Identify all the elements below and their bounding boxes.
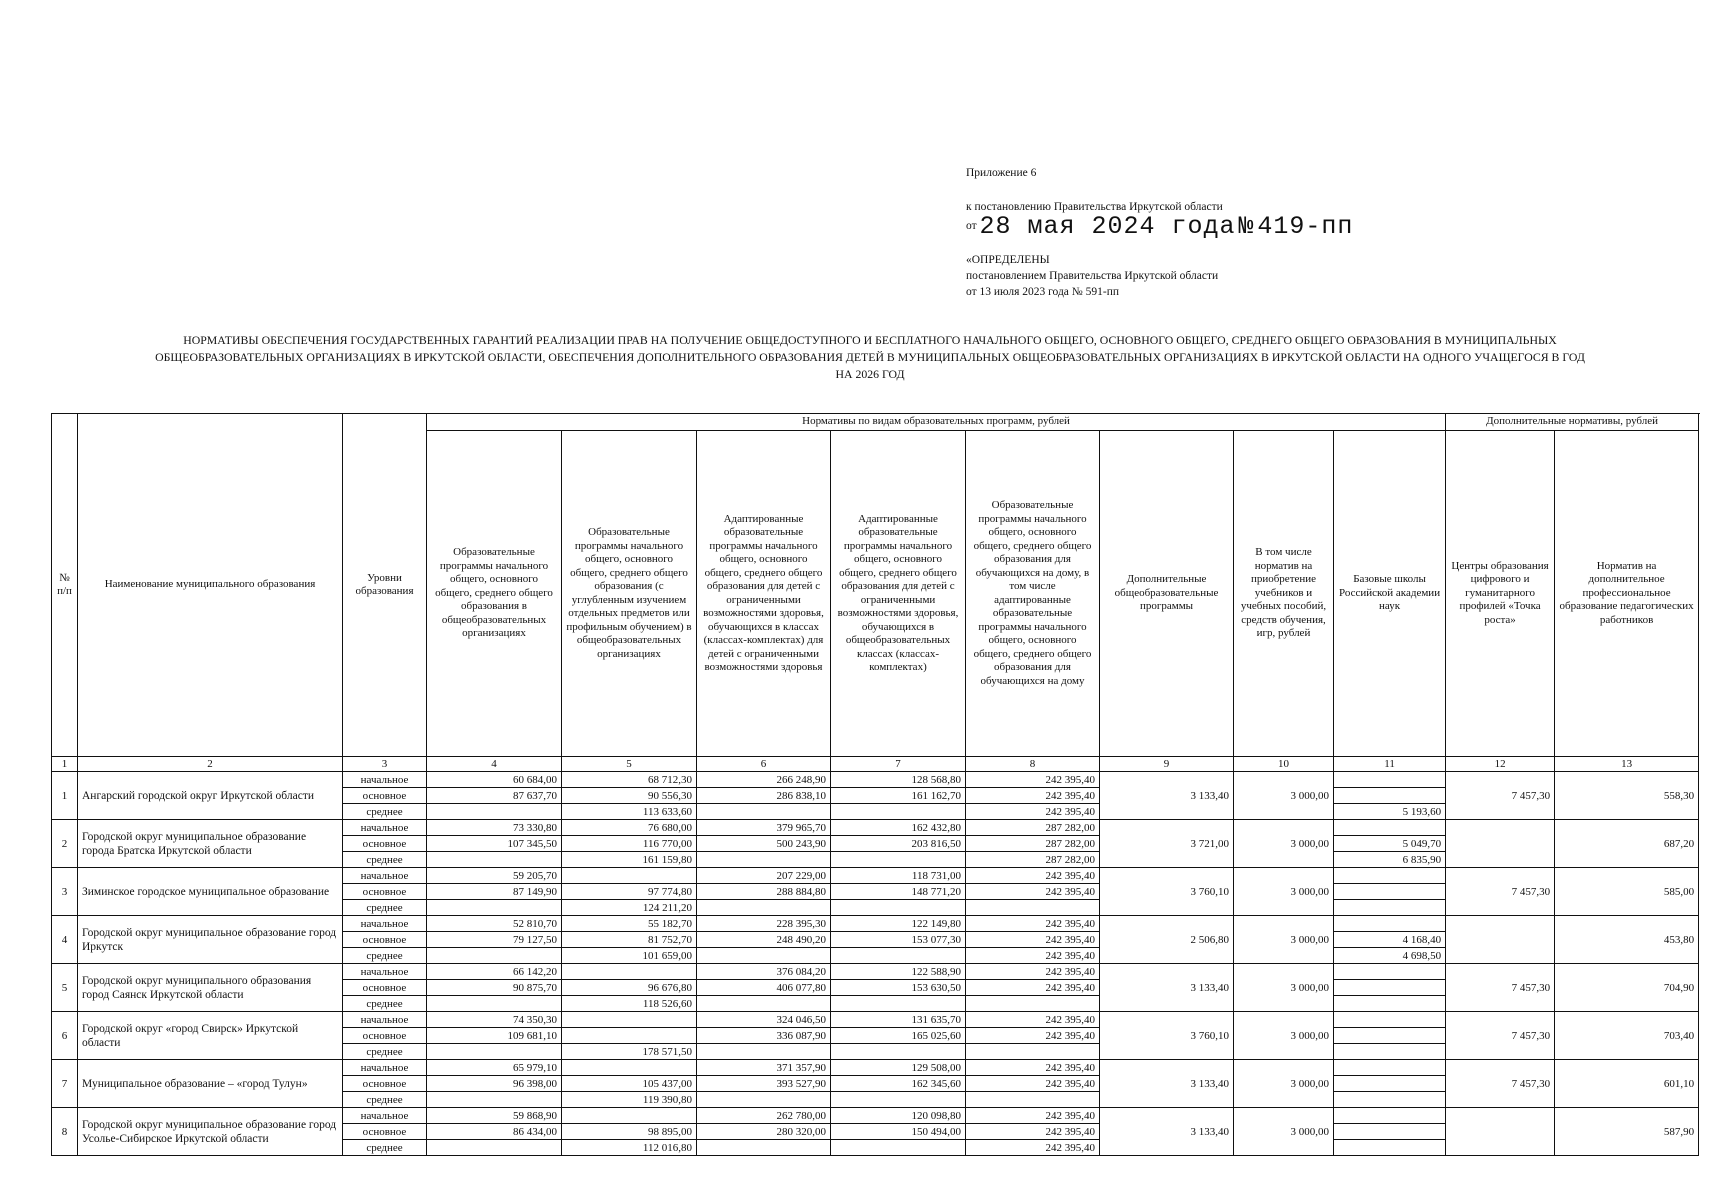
norm-value-c8: 242 395,40 xyxy=(966,916,1100,932)
row-number: 3 xyxy=(52,868,78,916)
education-level: начальное xyxy=(343,820,427,836)
resolution-date-line xyxy=(966,212,1354,241)
norm-value-c7: 153 077,30 xyxy=(831,932,966,948)
education-level: начальное xyxy=(343,1060,427,1076)
teacher-training-value: 558,30 xyxy=(1555,772,1699,820)
norm-value-c8: 242 395,40 xyxy=(966,964,1100,980)
title-line-1: НОРМАТИВЫ ОБЕСПЕЧЕНИЯ ГОСУДАРСТВЕННЫХ ГАРАНТИЙ РЕАЛИЗАЦИИ ПРАВ НА ПОЛУЧЕНИЕ ОБЩЕДОСТУПНОГО И БЕСПЛАТНОГО НАЧАЛЬНОГО ОБЩЕГО, ОСНОВНОГО ОБЩЕГО, СРЕДНЕГО ОБЩЕГО ОБРАЗОВАНИЯ В МУНИЦИПАЛЬНЫХ xyxy=(183,333,1557,347)
norm-value-c5: 98 895,00 xyxy=(562,1124,697,1140)
ras-base-school-value: 5 193,60 xyxy=(1334,804,1446,820)
resolution-reference: к постановлению Правительства Иркутской области xyxy=(966,201,1223,213)
col-header-12: Центры образования цифрового и гуманитарного профилей «Точка роста» xyxy=(1446,431,1555,757)
norm-value-c7 xyxy=(831,900,966,916)
table-row xyxy=(52,1108,1699,1124)
norm-value-c7: 120 098,80 xyxy=(831,1108,966,1124)
norm-value-c4: 73 330,80 xyxy=(427,820,562,836)
ras-base-school-value xyxy=(1334,1028,1446,1044)
teacher-training-value: 585,00 xyxy=(1555,868,1699,916)
ras-base-school-value xyxy=(1334,884,1446,900)
norm-value-c4 xyxy=(427,948,562,964)
column-number: 7 xyxy=(831,757,966,772)
norm-value-c6 xyxy=(697,1140,831,1156)
norm-value-c4 xyxy=(427,1092,562,1108)
norm-value-c5: 90 556,30 xyxy=(562,788,697,804)
norm-value-c5 xyxy=(562,868,697,884)
municipality-name: Городской округ «город Свирск» Иркутской области xyxy=(78,1012,343,1060)
education-level: основное xyxy=(343,788,427,804)
textbooks-value: 3 000,00 xyxy=(1234,820,1334,868)
norm-value-c4: 90 875,70 xyxy=(427,980,562,996)
norm-value-c7: 162 432,80 xyxy=(831,820,966,836)
norm-value-c5: 124 211,20 xyxy=(562,900,697,916)
ras-base-school-value xyxy=(1334,1012,1446,1028)
ras-base-school-value xyxy=(1334,900,1446,916)
norm-value-c7: 162 345,60 xyxy=(831,1076,966,1092)
column-number-row xyxy=(52,757,1699,772)
norm-value-c6 xyxy=(697,948,831,964)
norm-value-c4: 109 681,10 xyxy=(427,1028,562,1044)
norm-value-c4: 86 434,00 xyxy=(427,1124,562,1140)
norm-value-c5: 113 633,60 xyxy=(562,804,697,820)
norm-value-c7: 122 588,90 xyxy=(831,964,966,980)
norm-value-c7: 148 771,20 xyxy=(831,884,966,900)
norm-value-c8: 242 395,40 xyxy=(966,1012,1100,1028)
municipality-name: Городской округ муниципальное образование город Иркутск xyxy=(78,916,343,964)
norm-value-c7 xyxy=(831,1140,966,1156)
norm-value-c5: 97 774,80 xyxy=(562,884,697,900)
row-number: 6 xyxy=(52,1012,78,1060)
norm-value-c7: 129 508,00 xyxy=(831,1060,966,1076)
additional-programs-value: 3 133,40 xyxy=(1100,772,1234,820)
growth-point-value xyxy=(1446,820,1555,868)
norm-value-c8: 242 395,40 xyxy=(966,868,1100,884)
textbooks-value: 3 000,00 xyxy=(1234,772,1334,820)
education-level: основное xyxy=(343,1076,427,1092)
resolution-date: 28 мая 2024 года xyxy=(979,212,1236,241)
norm-value-c7: 161 162,70 xyxy=(831,788,966,804)
additional-programs-value: 3 133,40 xyxy=(1100,1060,1234,1108)
norm-value-c4: 96 398,00 xyxy=(427,1076,562,1092)
education-level: среднее xyxy=(343,852,427,868)
growth-point-value: 7 457,30 xyxy=(1446,964,1555,1012)
norm-value-c8: 242 395,40 xyxy=(966,1076,1100,1092)
textbooks-value: 3 000,00 xyxy=(1234,964,1334,1012)
education-level: основное xyxy=(343,884,427,900)
table-row xyxy=(52,1060,1699,1076)
education-level: начальное xyxy=(343,868,427,884)
row-number: 7 xyxy=(52,1060,78,1108)
growth-point-value: 7 457,30 xyxy=(1446,1012,1555,1060)
ras-base-school-value xyxy=(1334,1060,1446,1076)
norm-value-c5 xyxy=(562,1012,697,1028)
norm-value-c7: 165 025,60 xyxy=(831,1028,966,1044)
growth-point-value: 7 457,30 xyxy=(1446,1060,1555,1108)
norm-value-c8: 242 395,40 xyxy=(966,932,1100,948)
norm-value-c4 xyxy=(427,852,562,868)
norm-value-c4 xyxy=(427,1140,562,1156)
norm-value-c5: 81 752,70 xyxy=(562,932,697,948)
norm-value-c6: 266 248,90 xyxy=(697,772,831,788)
norm-value-c6: 288 884,80 xyxy=(697,884,831,900)
norm-value-c4: 79 127,50 xyxy=(427,932,562,948)
ras-base-school-value xyxy=(1334,772,1446,788)
norm-value-c6 xyxy=(697,1044,831,1060)
document-title xyxy=(60,332,1680,383)
col-header-4: Образовательные программы начального общего, основного общего, среднего общего образования в общеобразовательных организациях xyxy=(427,431,562,757)
municipality-name: Городской округ муниципального образования город Саянск Иркутской области xyxy=(78,964,343,1012)
education-level: среднее xyxy=(343,948,427,964)
column-number: 10 xyxy=(1234,757,1334,772)
determined-by: постановлением Правительства Иркутской области xyxy=(966,270,1219,282)
col-header-13: Норматив на дополнительное профессиональное образование педагогических работников xyxy=(1555,431,1699,757)
col-header-9: Дополнительные общеобразовательные программы xyxy=(1100,431,1234,757)
norm-value-c6: 280 320,00 xyxy=(697,1124,831,1140)
norm-value-c4: 107 345,50 xyxy=(427,836,562,852)
ras-base-school-value xyxy=(1334,1124,1446,1140)
ras-base-school-value xyxy=(1334,964,1446,980)
municipality-name: Ангарский городской округ Иркутской области xyxy=(78,772,343,820)
norm-value-c6: 379 965,70 xyxy=(697,820,831,836)
norm-value-c7: 128 568,80 xyxy=(831,772,966,788)
ras-base-school-value xyxy=(1334,1044,1446,1060)
norm-value-c8 xyxy=(966,1044,1100,1060)
norm-value-c5: 161 159,80 xyxy=(562,852,697,868)
norm-value-c6: 336 087,90 xyxy=(697,1028,831,1044)
norm-value-c7: 153 630,50 xyxy=(831,980,966,996)
norm-value-c8: 242 395,40 xyxy=(966,980,1100,996)
ras-base-school-value xyxy=(1334,1092,1446,1108)
norm-value-c6: 228 395,30 xyxy=(697,916,831,932)
education-level: основное xyxy=(343,836,427,852)
education-level: основное xyxy=(343,1124,427,1140)
col-header-no: № п/п xyxy=(52,414,78,757)
norm-value-c4: 59 868,90 xyxy=(427,1108,562,1124)
additional-programs-value: 3 133,40 xyxy=(1100,1108,1234,1156)
norm-value-c5: 116 770,00 xyxy=(562,836,697,852)
ras-base-school-value: 4 168,40 xyxy=(1334,932,1446,948)
table-row xyxy=(52,964,1699,980)
norm-value-c5 xyxy=(562,1060,697,1076)
teacher-training-value: 453,80 xyxy=(1555,916,1699,964)
norm-value-c8: 242 395,40 xyxy=(966,788,1100,804)
column-number: 9 xyxy=(1100,757,1234,772)
norm-value-c4 xyxy=(427,900,562,916)
group-header-additional: Дополнительные нормативы, рублей xyxy=(1446,414,1699,431)
norm-value-c8: 242 395,40 xyxy=(966,884,1100,900)
norm-value-c5: 96 676,80 xyxy=(562,980,697,996)
row-number: 4 xyxy=(52,916,78,964)
title-line-3: НА 2026 ГОД xyxy=(835,367,905,381)
additional-programs-value: 3 760,10 xyxy=(1100,868,1234,916)
table-body xyxy=(52,772,1699,1156)
norm-value-c4: 59 205,70 xyxy=(427,868,562,884)
table-row xyxy=(52,1012,1699,1028)
norm-value-c7 xyxy=(831,996,966,1012)
norm-value-c4: 52 810,70 xyxy=(427,916,562,932)
growth-point-value xyxy=(1446,916,1555,964)
norm-value-c5: 178 571,50 xyxy=(562,1044,697,1060)
column-number: 3 xyxy=(343,757,427,772)
column-number: 11 xyxy=(1334,757,1446,772)
table-row xyxy=(52,820,1699,836)
norm-value-c8 xyxy=(966,900,1100,916)
norm-value-c7: 203 816,50 xyxy=(831,836,966,852)
norm-value-c4 xyxy=(427,1044,562,1060)
education-level: среднее xyxy=(343,900,427,916)
norm-value-c5 xyxy=(562,1028,697,1044)
education-level: среднее xyxy=(343,804,427,820)
col-header-8: Образовательные программы начального общего, основного общего, среднего общего образования для обучающихся на дому, в том числе адаптированные образовательные программы начального общего, основного общего, среднего общего образования для обучающихся на дому xyxy=(966,431,1100,757)
norm-value-c4: 87 637,70 xyxy=(427,788,562,804)
textbooks-value: 3 000,00 xyxy=(1234,1060,1334,1108)
row-number: 2 xyxy=(52,820,78,868)
appendix-preamble xyxy=(966,165,1353,300)
column-number: 1 xyxy=(52,757,78,772)
norm-value-c4: 65 979,10 xyxy=(427,1060,562,1076)
norm-value-c7 xyxy=(831,1044,966,1060)
norm-value-c4: 74 350,30 xyxy=(427,1012,562,1028)
norm-value-c8: 242 395,40 xyxy=(966,1124,1100,1140)
growth-point-value: 7 457,30 xyxy=(1446,868,1555,916)
ras-base-school-value xyxy=(1334,1108,1446,1124)
column-number: 4 xyxy=(427,757,562,772)
education-level: основное xyxy=(343,980,427,996)
norm-value-c5: 55 182,70 xyxy=(562,916,697,932)
norm-value-c6 xyxy=(697,852,831,868)
norm-value-c6: 406 077,80 xyxy=(697,980,831,996)
education-level: среднее xyxy=(343,1092,427,1108)
teacher-training-value: 704,90 xyxy=(1555,964,1699,1012)
row-number: 8 xyxy=(52,1108,78,1156)
norm-value-c8: 242 395,40 xyxy=(966,772,1100,788)
norm-value-c8 xyxy=(966,1092,1100,1108)
norm-value-c7 xyxy=(831,1092,966,1108)
norm-value-c7 xyxy=(831,804,966,820)
growth-point-value: 7 457,30 xyxy=(1446,772,1555,820)
row-number: 5 xyxy=(52,964,78,1012)
textbooks-value: 3 000,00 xyxy=(1234,1108,1334,1156)
column-number: 5 xyxy=(562,757,697,772)
norm-value-c4: 60 684,00 xyxy=(427,772,562,788)
col-header-name: Наименование муниципального образования xyxy=(78,414,343,757)
norm-value-c8: 287 282,00 xyxy=(966,820,1100,836)
education-level: среднее xyxy=(343,996,427,1012)
norm-value-c5: 76 680,00 xyxy=(562,820,697,836)
col-header-7: Адаптированные образовательные программы начального общего, основного общего, среднего общего образования для детей с ограниченными возможностями здоровья, обучающихся в общеобразовательных классах (классах-комплектах) xyxy=(831,431,966,757)
norm-value-c7: 118 731,00 xyxy=(831,868,966,884)
col-header-10: В том числе норматив на приобретение учебников и учебных пособий, средств обучения, игр, рублей xyxy=(1234,431,1334,757)
resolution-number: 419-пп xyxy=(1257,212,1354,241)
norm-value-c6 xyxy=(697,1092,831,1108)
teacher-training-value: 587,90 xyxy=(1555,1108,1699,1156)
column-number: 8 xyxy=(966,757,1100,772)
norm-value-c8 xyxy=(966,996,1100,1012)
municipality-name: Зиминское городское муниципальное образование xyxy=(78,868,343,916)
ras-base-school-value xyxy=(1334,996,1446,1012)
norm-value-c6: 207 229,00 xyxy=(697,868,831,884)
norm-value-c5: 105 437,00 xyxy=(562,1076,697,1092)
ras-base-school-value xyxy=(1334,820,1446,836)
education-level: среднее xyxy=(343,1044,427,1060)
column-number: 6 xyxy=(697,757,831,772)
additional-programs-value: 3 760,10 xyxy=(1100,1012,1234,1060)
norm-value-c8: 287 282,00 xyxy=(966,852,1100,868)
growth-point-value xyxy=(1446,1108,1555,1156)
norm-value-c8: 242 395,40 xyxy=(966,1060,1100,1076)
norm-value-c6: 376 084,20 xyxy=(697,964,831,980)
column-number: 2 xyxy=(78,757,343,772)
norm-value-c4 xyxy=(427,996,562,1012)
additional-programs-value: 2 506,80 xyxy=(1100,916,1234,964)
determined-label: «ОПРЕДЕЛЕНЫ xyxy=(966,254,1050,266)
norm-value-c6: 262 780,00 xyxy=(697,1108,831,1124)
education-level: начальное xyxy=(343,916,427,932)
col-header-level: Уровни образования xyxy=(343,414,427,757)
education-level: начальное xyxy=(343,1108,427,1124)
norm-value-c8: 242 395,40 xyxy=(966,1140,1100,1156)
municipality-name: Городской округ муниципальное образование города Братска Иркутской области xyxy=(78,820,343,868)
norm-value-c8: 242 395,40 xyxy=(966,1028,1100,1044)
title-line-2: ОБЩЕОБРАЗОВАТЕЛЬНЫХ ОРГАНИЗАЦИЯХ В ИРКУТСКОЙ ОБЛАСТИ, ОБЕСПЕЧЕНИЯ ДОПОЛНИТЕЛЬНОГО ОБРАЗОВАНИЯ ДЕТЕЙ В МУНИЦИПАЛЬНЫХ ОБЩЕОБРАЗОВАТЕЛЬНЫХ ОРГАНИЗАЦИЯХ В ИРКУТСКОЙ ОБЛАСТИ НА ОДНОГО УЧАЩЕГОСЯ В ГОД xyxy=(155,350,1585,364)
norm-value-c4: 66 142,20 xyxy=(427,964,562,980)
ras-base-school-value xyxy=(1334,916,1446,932)
group-header-programs: Нормативы по видам образовательных программ, рублей xyxy=(427,414,1446,431)
norm-value-c5: 101 659,00 xyxy=(562,948,697,964)
ras-base-school-value: 6 835,90 xyxy=(1334,852,1446,868)
additional-programs-value: 3 133,40 xyxy=(1100,964,1234,1012)
ras-base-school-value xyxy=(1334,1076,1446,1092)
norm-value-c5: 112 016,80 xyxy=(562,1140,697,1156)
table-row xyxy=(52,868,1699,884)
norm-value-c4 xyxy=(427,804,562,820)
norm-value-c8: 242 395,40 xyxy=(966,948,1100,964)
norm-value-c5: 118 526,60 xyxy=(562,996,697,1012)
ras-base-school-value: 5 049,70 xyxy=(1334,836,1446,852)
ras-base-school-value xyxy=(1334,1140,1446,1156)
norm-value-c5 xyxy=(562,964,697,980)
education-level: начальное xyxy=(343,1012,427,1028)
norm-value-c6: 393 527,90 xyxy=(697,1076,831,1092)
norm-value-c6: 500 243,90 xyxy=(697,836,831,852)
norm-value-c7 xyxy=(831,852,966,868)
education-level: основное xyxy=(343,1028,427,1044)
norms-table xyxy=(51,413,1699,1156)
norm-value-c6 xyxy=(697,996,831,1012)
determined-date: от 13 июля 2023 года № 591-пп xyxy=(966,286,1120,298)
ras-base-school-value xyxy=(1334,868,1446,884)
norm-value-c5: 119 390,80 xyxy=(562,1092,697,1108)
education-level: основное xyxy=(343,932,427,948)
teacher-training-value: 703,40 xyxy=(1555,1012,1699,1060)
norm-value-c8: 242 395,40 xyxy=(966,1108,1100,1124)
norm-value-c5: 68 712,30 xyxy=(562,772,697,788)
norm-value-c6: 248 490,20 xyxy=(697,932,831,948)
textbooks-value: 3 000,00 xyxy=(1234,868,1334,916)
norm-value-c8: 242 395,40 xyxy=(966,804,1100,820)
education-level: начальное xyxy=(343,964,427,980)
teacher-training-value: 601,10 xyxy=(1555,1060,1699,1108)
column-number: 13 xyxy=(1555,757,1699,772)
education-level: начальное xyxy=(343,772,427,788)
norm-value-c8: 287 282,00 xyxy=(966,836,1100,852)
norm-value-c7: 150 494,00 xyxy=(831,1124,966,1140)
ras-base-school-value: 4 698,50 xyxy=(1334,948,1446,964)
textbooks-value: 3 000,00 xyxy=(1234,1012,1334,1060)
number-sign: № xyxy=(1238,212,1255,241)
norm-value-c4: 87 149,90 xyxy=(427,884,562,900)
ras-base-school-value xyxy=(1334,788,1446,804)
textbooks-value: 3 000,00 xyxy=(1234,916,1334,964)
teacher-training-value: 687,20 xyxy=(1555,820,1699,868)
col-header-11: Базовые школы Российской академии наук xyxy=(1334,431,1446,757)
date-prefix: от xyxy=(966,220,977,232)
norm-value-c6: 324 046,50 xyxy=(697,1012,831,1028)
norm-value-c7: 122 149,80 xyxy=(831,916,966,932)
table-row xyxy=(52,772,1699,788)
municipality-name: Муниципальное образование – «город Тулун» xyxy=(78,1060,343,1108)
municipality-name: Городской округ муниципальное образование город Усолье-Сибирское Иркутской области xyxy=(78,1108,343,1156)
education-level: среднее xyxy=(343,1140,427,1156)
appendix-label: Приложение 6 xyxy=(966,167,1037,179)
column-number: 12 xyxy=(1446,757,1555,772)
table-row xyxy=(52,916,1699,932)
additional-programs-value: 3 721,00 xyxy=(1100,820,1234,868)
norm-value-c6 xyxy=(697,900,831,916)
norm-value-c5 xyxy=(562,1108,697,1124)
col-header-5: Образовательные программы начального общего, основного общего, среднего общего образования (с углубленным изучением отдельных предметов или профильным обучением) в общеобразовательных организациях xyxy=(562,431,697,757)
norm-value-c7: 131 635,70 xyxy=(831,1012,966,1028)
norm-value-c6 xyxy=(697,804,831,820)
col-header-6: Адаптированные образовательные программы начального общего, основного общего, среднего общего образования для детей с ограниченными возможностями здоровья, обучающихся в классах (классах-комплектах) для детей с ограниченными возможностями здоровья xyxy=(697,431,831,757)
norm-value-c6: 286 838,10 xyxy=(697,788,831,804)
norm-value-c7 xyxy=(831,948,966,964)
row-number: 1 xyxy=(52,772,78,820)
norm-value-c6: 371 357,90 xyxy=(697,1060,831,1076)
ras-base-school-value xyxy=(1334,980,1446,996)
